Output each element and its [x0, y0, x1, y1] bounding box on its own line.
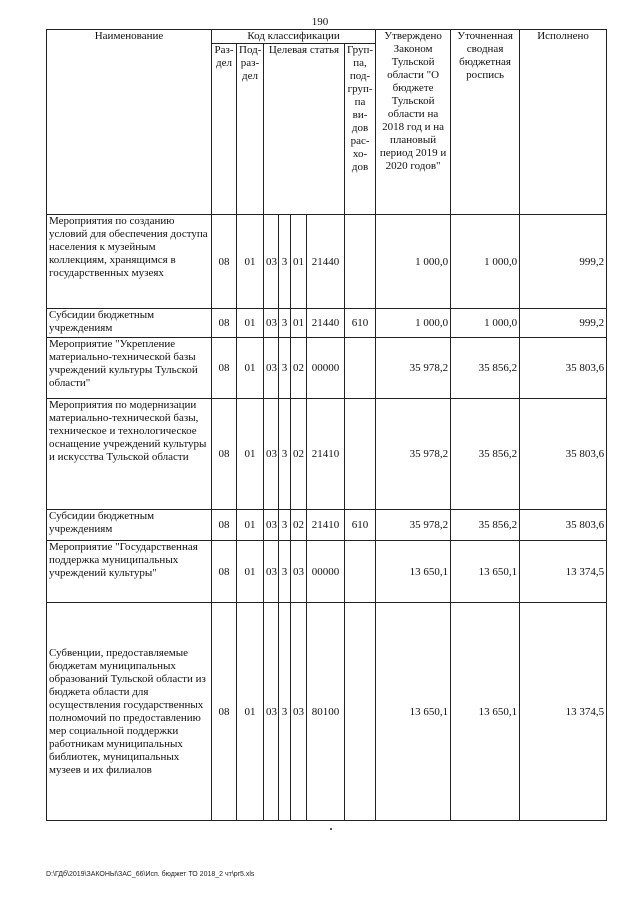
row-name: Мероприятия по модернизации материально-технической базы, техническое и технологическое оснащение учреждений культуры и искусства Тульской области	[47, 399, 212, 510]
row-section: 08	[212, 215, 237, 309]
file-path-footer: D:\ГДб\2019\ЗАКОНЫ\ЗАС_66\Исп. бюджет ТО 2018_2 чт\pr5.xls	[46, 871, 255, 878]
header-refined: Уточненная сводная бюджетная роспись	[451, 30, 520, 215]
budget-table	[46, 29, 607, 821]
row-refined: 1 000,0	[451, 309, 520, 338]
row-target-direction: 80100	[307, 603, 345, 821]
row-approved: 1 000,0	[376, 309, 451, 338]
row-target-type: 3	[279, 603, 291, 821]
header-executed: Исполнено	[520, 30, 607, 215]
row-target-program: 03	[264, 603, 279, 821]
row-subsection: 01	[237, 541, 264, 603]
row-approved: 35 978,2	[376, 510, 451, 541]
table-row	[47, 399, 607, 510]
table-header	[47, 30, 607, 215]
row-expense-group: 610	[345, 309, 376, 338]
row-executed: 13 374,5	[520, 603, 607, 821]
row-refined: 35 856,2	[451, 399, 520, 510]
row-approved: 13 650,1	[376, 541, 451, 603]
row-target-program: 03	[264, 215, 279, 309]
row-expense-group: 610	[345, 510, 376, 541]
row-target-direction: 00000	[307, 338, 345, 399]
row-executed: 35 803,6	[520, 510, 607, 541]
header-name: Наименование	[47, 30, 212, 215]
row-expense-group	[345, 603, 376, 821]
row-executed: 999,2	[520, 215, 607, 309]
row-refined: 1 000,0	[451, 215, 520, 309]
row-section: 08	[212, 338, 237, 399]
table-row	[47, 603, 607, 821]
row-target-event: 02	[291, 338, 307, 399]
row-expense-group	[345, 541, 376, 603]
header-section: Раз- дел	[212, 44, 237, 215]
scan-speck	[330, 828, 332, 830]
row-target-type: 3	[279, 510, 291, 541]
row-target-program: 03	[264, 309, 279, 338]
row-expense-group	[345, 215, 376, 309]
row-section: 08	[212, 603, 237, 821]
row-subsection: 01	[237, 309, 264, 338]
row-section: 08	[212, 309, 237, 338]
row-subsection: 01	[237, 603, 264, 821]
row-target-type: 3	[279, 215, 291, 309]
header-approved: Утверждено Законом Тульской области "О бюджете Тульской области на 2018 год и на плановый период 2019 и 2020 годов"	[376, 30, 451, 215]
table-row	[47, 510, 607, 541]
row-approved: 1 000,0	[376, 215, 451, 309]
header-code-group: Код классификации	[212, 30, 376, 44]
row-executed: 35 803,6	[520, 399, 607, 510]
row-name: Мероприятие "Укрепление материально-технической базы учреждений культуры Тульской области"	[47, 338, 212, 399]
header-expense-group: Груп- па, под- груп- па ви- дов рас- хо- дов	[345, 44, 376, 215]
row-subsection: 01	[237, 338, 264, 399]
row-subsection: 01	[237, 215, 264, 309]
row-refined: 35 856,2	[451, 510, 520, 541]
row-executed: 13 374,5	[520, 541, 607, 603]
row-subsection: 01	[237, 510, 264, 541]
row-section: 08	[212, 399, 237, 510]
row-approved: 35 978,2	[376, 338, 451, 399]
table-row	[47, 338, 607, 399]
table-row	[47, 215, 607, 309]
row-refined: 13 650,1	[451, 603, 520, 821]
row-target-program: 03	[264, 510, 279, 541]
row-target-program: 03	[264, 338, 279, 399]
row-executed: 999,2	[520, 309, 607, 338]
row-target-event: 03	[291, 603, 307, 821]
row-target-program: 03	[264, 541, 279, 603]
row-target-event: 03	[291, 541, 307, 603]
row-section: 08	[212, 510, 237, 541]
row-target-direction: 00000	[307, 541, 345, 603]
row-target-event: 01	[291, 215, 307, 309]
row-target-type: 3	[279, 338, 291, 399]
header-target: Целевая статья	[264, 44, 345, 215]
row-subsection: 01	[237, 399, 264, 510]
row-target-event: 01	[291, 309, 307, 338]
row-approved: 13 650,1	[376, 603, 451, 821]
table-row	[47, 309, 607, 338]
row-target-event: 02	[291, 510, 307, 541]
row-refined: 35 856,2	[451, 338, 520, 399]
row-target-direction: 21410	[307, 510, 345, 541]
row-target-type: 3	[279, 309, 291, 338]
row-name: Субвенции, предоставляемые бюджетам муниципальных образований Тульской области из бюджета области для осуществления государственных полномочий по предоставлению мер социальной поддержки работникам муниципальных библиотек, муниципальных музеев и их филиалов	[47, 603, 212, 821]
row-target-direction: 21440	[307, 309, 345, 338]
row-name: Субсидии бюджетным учреждениям	[47, 510, 212, 541]
row-name: Мероприятия по созданию условий для обеспечения доступа населения к музейным коллекциям, хранящимся в государственных музеях	[47, 215, 212, 309]
row-refined: 13 650,1	[451, 541, 520, 603]
row-section: 08	[212, 541, 237, 603]
row-target-direction: 21440	[307, 215, 345, 309]
row-target-program: 03	[264, 399, 279, 510]
row-expense-group	[345, 399, 376, 510]
row-expense-group	[345, 338, 376, 399]
row-name: Мероприятие "Государственная поддержка муниципальных учреждений культуры"	[47, 541, 212, 603]
table-row	[47, 541, 607, 603]
row-approved: 35 978,2	[376, 399, 451, 510]
header-subsection: Под- раз- дел	[237, 44, 264, 215]
row-target-type: 3	[279, 399, 291, 510]
page-number: 190	[311, 16, 329, 28]
row-executed: 35 803,6	[520, 338, 607, 399]
row-target-event: 02	[291, 399, 307, 510]
row-name: Субсидии бюджетным учреждениям	[47, 309, 212, 338]
row-target-direction: 21410	[307, 399, 345, 510]
row-target-type: 3	[279, 541, 291, 603]
